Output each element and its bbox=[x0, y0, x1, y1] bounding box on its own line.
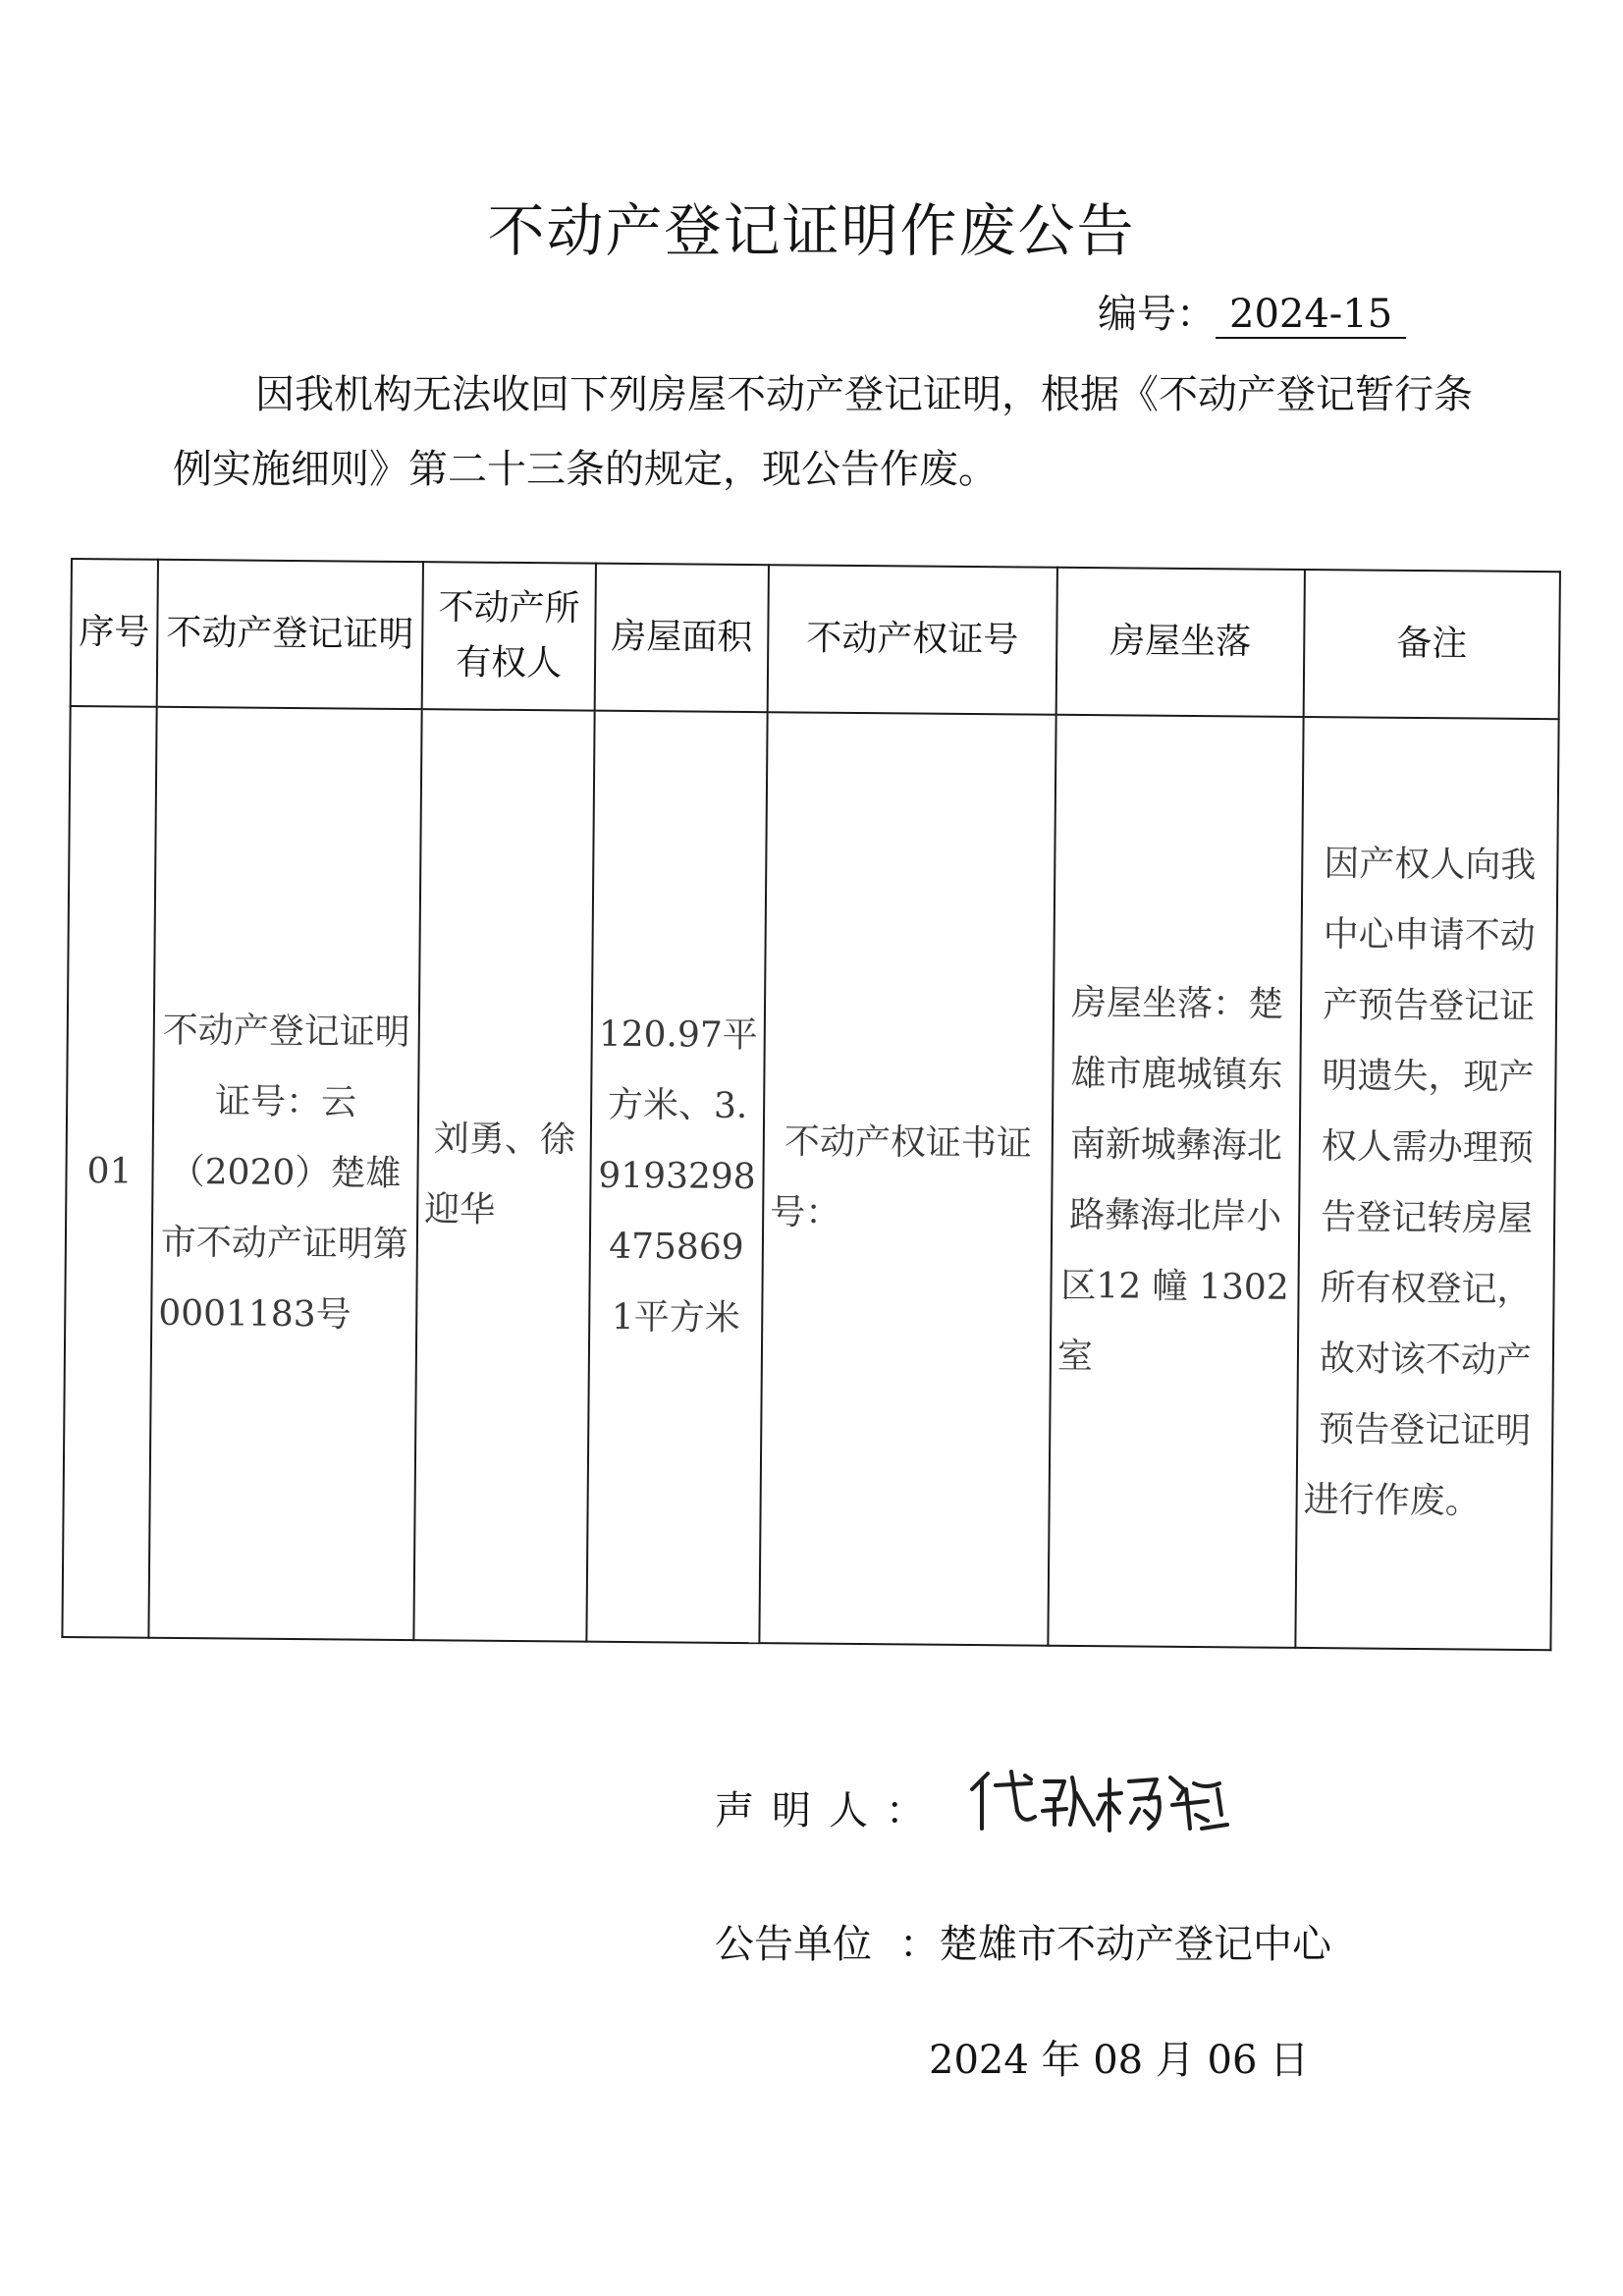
header-index: 序号 bbox=[71, 559, 158, 707]
header-location: 房屋坐落 bbox=[1056, 568, 1305, 717]
serial-number: 2024-15 bbox=[1216, 292, 1406, 339]
issuer-name: 楚雄市不动产登记中心 bbox=[939, 1922, 1331, 1967]
intro-paragraph: 因我机构无法收回下列房屋不动产登记证明，根据《不动产登记暂行条例实施细则》第二十三条的规定，现公告作废。 bbox=[173, 372, 1473, 492]
page-title: 不动产登记证明作废公告 bbox=[487, 197, 1136, 264]
header-certificate: 不动产登记证明 bbox=[157, 560, 423, 709]
declarant-label: 声明人： bbox=[715, 1788, 943, 1833]
records-table bbox=[61, 558, 1561, 1651]
header-area: 房屋面积 bbox=[595, 564, 769, 713]
header-title-no: 不动产权证号 bbox=[768, 565, 1057, 715]
cell-remarks: 因产权人向我中心申请不动产预告登记证明遗失，现产权人需办理预告登记转房屋所有权登记，故对该不动产预告登记证明进行作废。 bbox=[1295, 717, 1558, 1650]
cell-certificate: 不动产登记证明证号：云（2020）楚雄市不动产证明第0001183号 bbox=[148, 707, 421, 1640]
cell-title-no: 不动产权证书证号： bbox=[759, 712, 1055, 1646]
handwritten-signature bbox=[962, 1760, 1257, 1838]
cell-index: 01 bbox=[62, 706, 156, 1638]
table-row bbox=[62, 706, 1558, 1650]
issuer-line bbox=[715, 1913, 1331, 1969]
table-header-row bbox=[71, 559, 1560, 719]
issuer-label: 公告单位 bbox=[715, 1922, 872, 1967]
header-remarks: 备注 bbox=[1304, 570, 1560, 719]
cell-owner: 刘勇、徐迎华 bbox=[413, 709, 594, 1641]
serial-number-line bbox=[1098, 283, 1406, 339]
header-owner: 不动产所有权人 bbox=[422, 562, 596, 711]
serial-label: 编号： bbox=[1098, 292, 1216, 337]
cell-area: 120.97平方米、3.9193298475869 1平方米 bbox=[586, 711, 767, 1643]
issuer-colon: ： bbox=[899, 1922, 939, 1967]
cell-location: 房屋坐落：楚雄市鹿城镇东南新城彝海北路彝海北岸小区12 幢 1302 室 bbox=[1048, 715, 1303, 1648]
notice-date: 2024 年 08 月 06 日 bbox=[929, 2038, 1310, 2083]
